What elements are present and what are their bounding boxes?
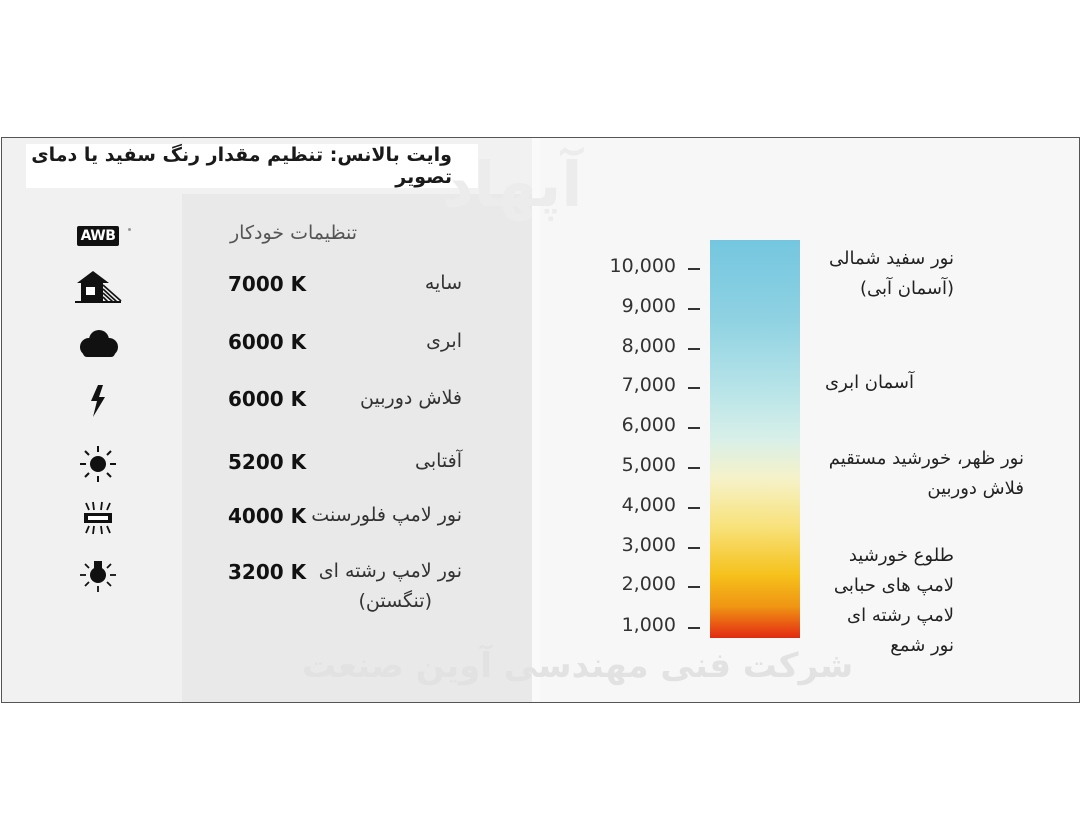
preset-row-flash	[2, 381, 532, 421]
scale-tick-mark	[688, 268, 700, 270]
scale-tick-label: 3,000	[621, 534, 676, 556]
preset-label: ابری	[426, 330, 462, 352]
preset-label: نور لامپ فلورسنت	[311, 504, 462, 526]
shade-icon	[72, 268, 124, 304]
scale-tick-mark	[688, 387, 700, 389]
scale-tick-label: 6,000	[621, 414, 676, 436]
tungsten-icon	[72, 556, 124, 592]
sun-icon	[72, 446, 124, 482]
scale-tick-mark	[688, 507, 700, 509]
preset-label: آفتابی	[414, 450, 462, 472]
scale-tick-mark	[688, 308, 700, 310]
scale-tick-mark	[688, 547, 700, 549]
scale-tick-mark	[688, 627, 700, 629]
watermark-bottom: شرکت فنی مهندسی آوین صنعت	[302, 646, 854, 686]
desc-noon: نور ظهر، خورشید مستقیم فلاش دوربین	[828, 448, 1024, 499]
desc-cloudy: آسمان ابری	[825, 372, 914, 393]
cloud-icon	[72, 326, 124, 362]
scale-tick-mark	[688, 467, 700, 469]
preset-kelvin: 6000 K	[228, 387, 307, 411]
scale-tick-label: 9,000	[621, 295, 676, 317]
panel-divider	[532, 138, 540, 702]
preset-row-cloudy	[2, 324, 532, 364]
presets-panel	[2, 138, 532, 702]
diagram-frame	[1, 137, 1080, 703]
preset-row-awb	[2, 216, 532, 256]
scale-tick-label: 10,000	[609, 255, 676, 277]
desc-north: نور سفید شمالی (آسمان آبی)	[829, 248, 954, 299]
fluorescent-icon	[72, 500, 124, 536]
scale-tick-mark	[688, 427, 700, 429]
scale-tick-label: 7,000	[621, 374, 676, 396]
page-title: وایت بالانس: تنظیم مقدار رنگ سفید یا دمای تصویر	[26, 144, 478, 188]
scale-tick-mark	[688, 586, 700, 588]
preset-kelvin: 7000 K	[228, 272, 307, 296]
preset-kelvin: 3200 K	[228, 560, 307, 584]
flash-icon	[72, 383, 124, 419]
preset-kelvin: 6000 K	[228, 330, 307, 354]
scale-tick-label: 2,000	[621, 573, 676, 595]
preset-row-fluorescent	[2, 498, 532, 538]
preset-label: نور لامپ رشته ای	[318, 560, 462, 582]
awb-icon: AWB	[72, 218, 124, 254]
scale-tick-label: 5,000	[621, 454, 676, 476]
color-temperature-gradient	[710, 240, 800, 638]
desc-warm: طلوع خورشید لامپ های حبابی لامپ رشته ای نور شمع	[833, 545, 954, 656]
preset-label-line2: (تنگستن)	[358, 590, 432, 612]
awb-label: تنظیمات خودکار	[230, 222, 358, 244]
preset-kelvin: 5200 K	[228, 450, 307, 474]
scale-tick-mark	[688, 348, 700, 350]
awb-dot	[128, 228, 131, 231]
scale-tick-label: 4,000	[621, 494, 676, 516]
scale-tick-label: 8,000	[621, 335, 676, 357]
scale-tick-label: 1,000	[621, 614, 676, 636]
preset-row-shade	[2, 266, 532, 306]
preset-row-tungsten	[2, 554, 532, 624]
preset-kelvin: 4000 K	[228, 504, 307, 528]
preset-row-sunny	[2, 444, 532, 484]
watermark-top: آپهاد	[442, 148, 583, 221]
preset-label: فلاش دوربین	[360, 387, 462, 409]
preset-label: سایه	[424, 272, 462, 294]
